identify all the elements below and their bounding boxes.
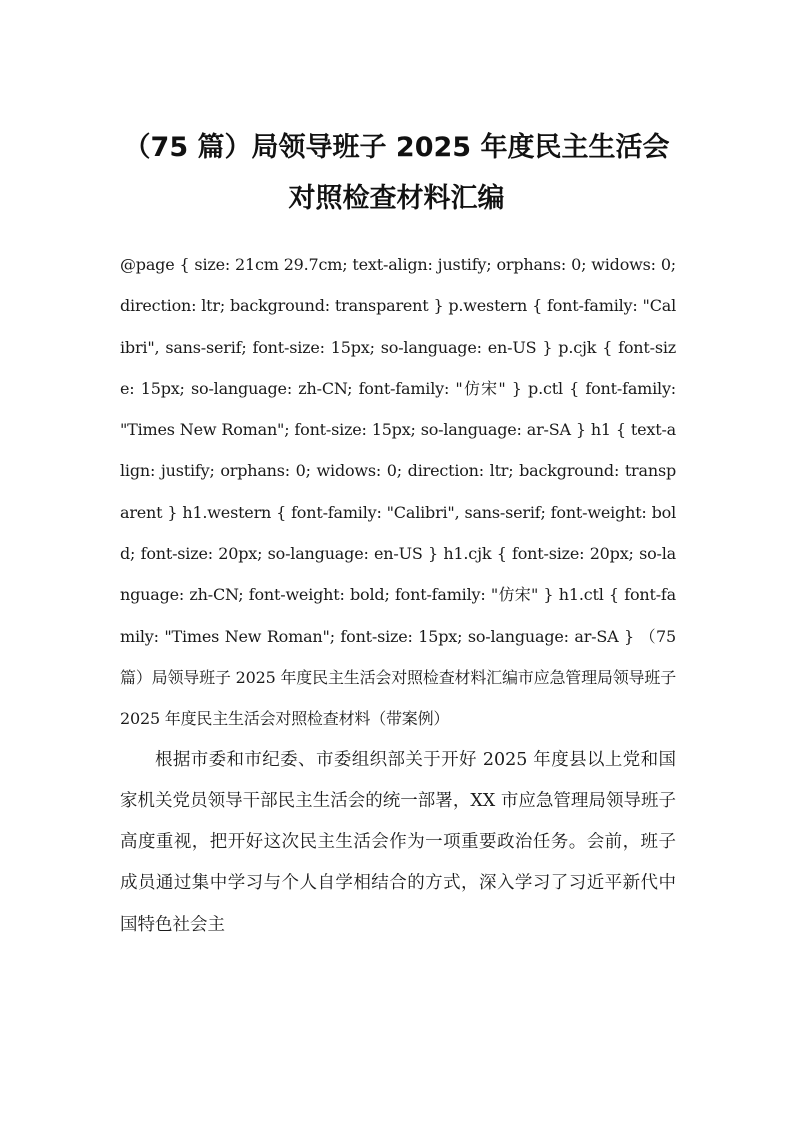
body-paragraph-css: @page { size: 21cm 29.7cm; text-align: justify; orphans: 0; widows: 0; direction: ltr; background: transparent } p.western { font-family: "Calibri", sans-serif; font-size: 15px; so-language: en-US } p.cjk { font-size: 15px; so-language: zh-CN; font-family: "仿宋" } p.ctl { font-family: "Times New Roman"; font-size: 15px; so-language: ar-SA } h1 { text-align: justify; orphans: 0; widows: 0; direction: ltr; background: transparent } h1.western { font-family: "Calibri", sans-serif; font-weight: bold; font-size: 20px; so-language: en-US } h1.cjk { font-size: 20px; so-language: zh-CN; font-weight: bold; font-family: "仿宋" } h1.ctl { font-family: "Times New Roman"; font-size: 15px; so-language: ar-SA } （75 篇）局领导班子 2025 年度民主生活会对照检查材料汇编市应急管理局领导班子 2025 年度民主生活会对照检查材料（带案例） — [120, 255, 676, 729]
document-title-line-1: （75 篇）局领导班子 2025 年度民主生活会 — [123, 132, 670, 163]
document-title-line-2: 对照检查材料汇编 — [288, 183, 505, 214]
document-body — [120, 244, 676, 946]
body-paragraph-intro: 根据市委和市纪委、市委组织部关于开好 2025 年度县以上党和国家机关党员领导干部民主生活会的统一部署，XX 市应急管理局领导班子高度重视，把开好这次民主生活会作为一项重要政治任务。会前，班子成员通过集中学习与个人自学相结合的方式，深入学习了习近平新代中国特色社会主 — [120, 749, 676, 935]
